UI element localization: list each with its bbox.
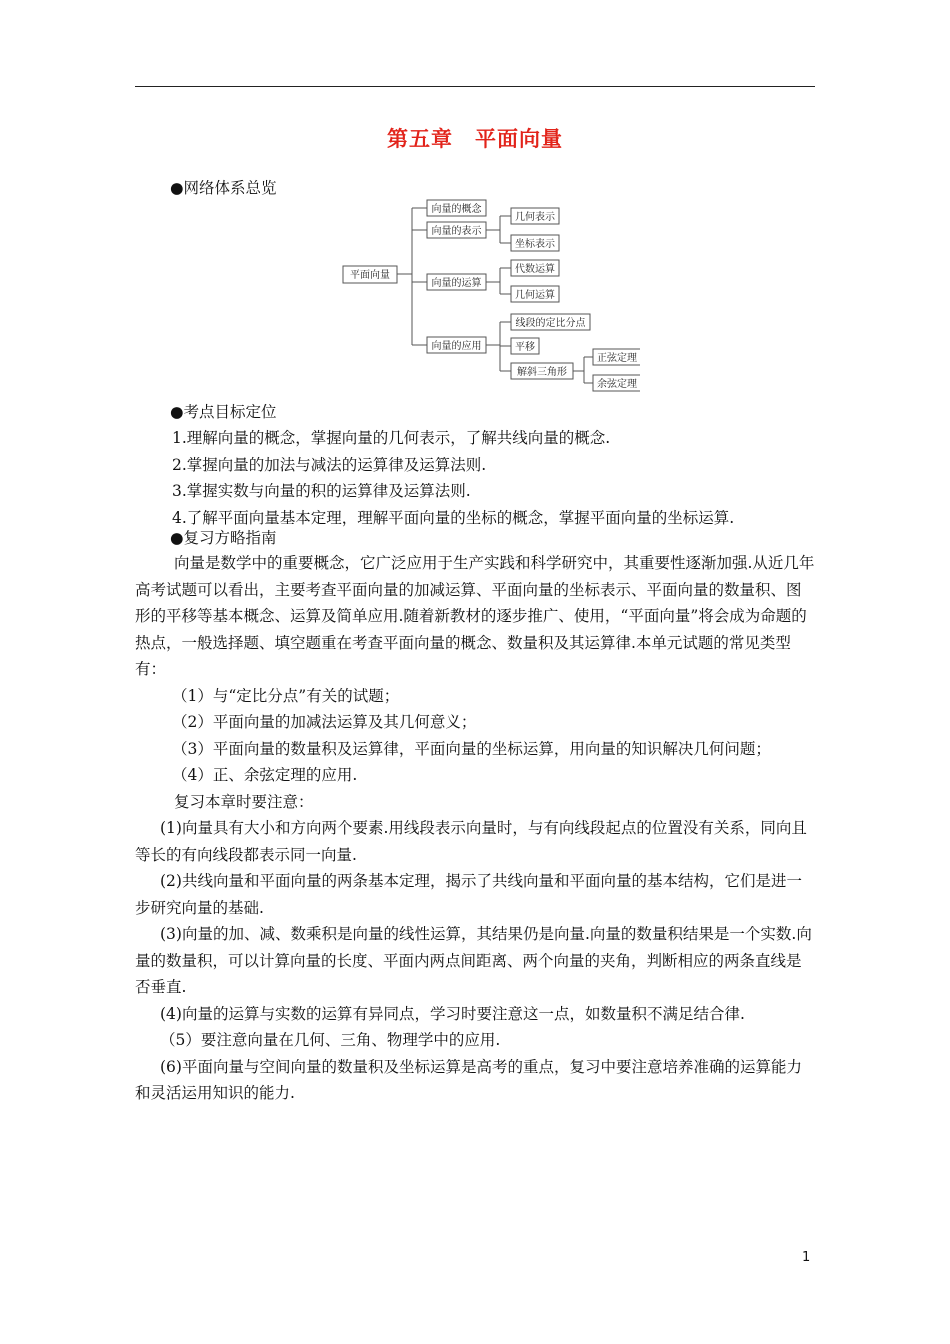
knowledge-network-diagram — [340, 196, 640, 396]
svg-text:向量的运算: 向量的运算 — [431, 278, 482, 289]
svg-text:几何运算: 几何运算 — [515, 290, 555, 301]
node-cosine-law — [593, 375, 640, 391]
question-type-item: （3）平面向量的数量积及运算律，平面向量的坐标运算，用向量的知识解决几何问题； — [172, 739, 771, 758]
review-guide-heading: ●复习方略指南 — [170, 529, 277, 547]
objective-item: 2.掌握向量的加法与减法的运算律及运算法则. — [172, 455, 487, 474]
node-sine-law — [593, 349, 640, 365]
svg-text:向量的应用: 向量的应用 — [431, 341, 482, 352]
svg-text:向量的表示: 向量的表示 — [431, 226, 482, 237]
objective-item: 4.了解平面向量基本定理，理解平面向量的坐标的概念，掌握平面向量的坐标运算. — [172, 508, 735, 527]
svg-text:坐标表示: 坐标表示 — [515, 239, 555, 250]
node-translation — [511, 338, 539, 354]
svg-text:解斜三角形: 解斜三角形 — [517, 367, 567, 378]
node-section-point — [511, 314, 590, 330]
note-item: (1)向量具有大小和方向两个要素.用线段表示向量时，与有向线段起点的位置没有关系，同向且等长的有向线段都表示同一向量. — [135, 819, 807, 864]
svg-text:平面向量: 平面向量 — [350, 270, 390, 281]
page-number: 1 — [802, 1250, 811, 1265]
node-concept — [427, 200, 486, 216]
node-coordinate-representation — [511, 235, 559, 251]
svg-text:几何表示: 几何表示 — [515, 212, 555, 223]
svg-text:正弦定理: 正弦定理 — [597, 353, 637, 364]
node-geometric-representation — [511, 208, 559, 224]
node-geometric-operation — [511, 286, 559, 302]
objective-item: 3.掌握实数与向量的积的运算律及运算法则. — [172, 482, 471, 500]
node-root — [343, 266, 397, 283]
header-rule — [135, 86, 815, 87]
node-operation — [427, 274, 486, 290]
objective-item: 1.理解向量的概念，掌握向量的几何表示，了解共线向量的概念. — [172, 429, 611, 447]
note-item: (3)向量的加、减、数乘积是向量的线性运算，其结果仍是向量.向量的数量积结果是一个实数.向量的数量积，可以计算向量的长度、平面内两点间距离、两个向量的夹角，判断相应的两条直线是否垂直. — [135, 925, 812, 996]
diagram-connectors — [397, 208, 593, 383]
objectives-heading: ●考点目标定位 — [170, 403, 277, 421]
svg-text:平移: 平移 — [515, 342, 535, 353]
note-item: (6)平面向量与空间向量的数量积及坐标运算是高考的重点，复习中要注意培养准确的运算能力和灵活运用知识的能力. — [135, 1057, 802, 1102]
network-overview-heading: ●网络体系总览 — [170, 179, 277, 197]
svg-text:向量的概念: 向量的概念 — [431, 204, 482, 215]
svg-text:代数运算: 代数运算 — [515, 264, 555, 275]
svg-text:余弦定理: 余弦定理 — [597, 379, 637, 390]
chapter-title: 第五章 平面向量 — [387, 127, 563, 151]
node-algebraic-operation — [511, 260, 559, 276]
svg-text:线段的定比分点: 线段的定比分点 — [515, 318, 586, 329]
question-type-item: （2）平面向量的加减法运算及其几何意义； — [172, 713, 477, 731]
note-item: (4)向量的运算与实数的运算有异同点，学习时要注意这一点，如数量积不满足结合律. — [160, 1004, 745, 1023]
node-application — [427, 337, 486, 353]
node-representation — [427, 222, 486, 238]
guide-paragraph: 向量是数学中的重要概念，它广泛应用于生产实践和科学研究中，其重要性逐渐加强.从近几年高考试题可以看出，主要考查平面向量的加减运算、平面向量的坐标表示、平面向量的数量积、图形的平移等基本概念、运算及简单应用.随着新教材的逐步推广、使用，“平面向量”将会成为命题的热点，一般选择题、填空题重在考查平面向量的概念、数量积及其运算律.本单元试题的常见类型有： — [135, 554, 815, 678]
notes-heading: 复习本章时要注意： — [174, 792, 314, 811]
question-type-item: （4）正、余弦定理的应用. — [172, 766, 358, 784]
note-item: (2)共线向量和平面向量的两条基本定理，揭示了共线向量和平面向量的基本结构，它们是进一步研究向量的基础. — [135, 872, 802, 917]
review-guide-body — [135, 550, 815, 1107]
node-solve-triangle — [511, 363, 573, 379]
question-type-item: （1）与“定比分点”有关的试题； — [172, 686, 400, 705]
objectives-list — [135, 425, 815, 531]
note-item: （5）要注意向量在几何、三角、物理学中的应用. — [160, 1031, 501, 1049]
